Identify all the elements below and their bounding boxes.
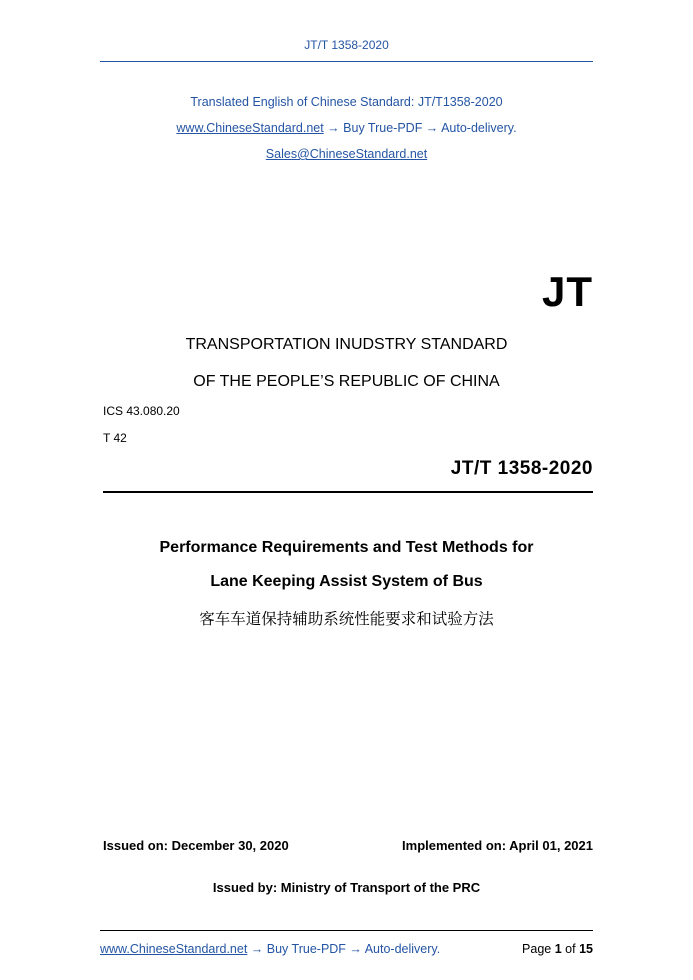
- footer-chinesestandard-link[interactable]: www.ChineseStandard.net: [100, 942, 248, 956]
- footer-divider: [100, 930, 593, 931]
- issuer: Issued by: Ministry of Transport of the PRC: [212, 880, 481, 895]
- org-line-2: OF THE PEOPLE’S REPUBLIC OF CHINA: [193, 373, 500, 390]
- buy-pdf-text: → Buy True-PDF → Auto-delivery.: [323, 121, 517, 135]
- standard-logo: JT: [541, 268, 593, 315]
- org-line-1: TRANSPORTATION INUDSTRY STANDARD: [185, 336, 508, 353]
- implemented-date: Implemented on: April 01, 2021: [402, 838, 593, 853]
- chinesestandard-link[interactable]: www.ChineseStandard.net: [176, 121, 324, 135]
- header-doc-code: JT/T 1358-2020: [304, 38, 389, 52]
- title-divider: [103, 491, 593, 493]
- document-title-line-2: Lane Keeping Assist System of Bus: [210, 573, 483, 590]
- header-divider: [100, 61, 593, 62]
- sales-email-line: [0, 147, 693, 161]
- buy-pdf-line: [0, 121, 693, 135]
- dates-row: [103, 838, 593, 853]
- footer-row: [100, 942, 593, 956]
- page-number: 1: [554, 942, 562, 956]
- standard-number: JT/T 1358-2020: [450, 458, 593, 479]
- issued-date: Issued on: December 30, 2020: [103, 838, 289, 853]
- footer-buy-text: → Buy True-PDF → Auto-delivery.: [247, 942, 441, 956]
- document-title-line-1: Performance Requirements and Test Methods for: [159, 539, 534, 556]
- of-label: of: [565, 942, 576, 956]
- sales-email-link[interactable]: Sales@ChineseStandard.net: [265, 147, 428, 161]
- t-classification: T 42: [103, 431, 127, 445]
- ics-code: ICS 43.080.20: [103, 404, 180, 418]
- document-title-chinese: 客车车道保持辅助系统性能要求和试验方法: [199, 610, 494, 628]
- page-label: Page: [522, 942, 552, 956]
- translation-note: Translated English of Chinese Standard: JT/T1358-2020: [190, 95, 503, 109]
- footer-buy-line: [100, 942, 440, 956]
- total-pages: 15: [579, 942, 593, 956]
- page-indicator: [522, 942, 593, 956]
